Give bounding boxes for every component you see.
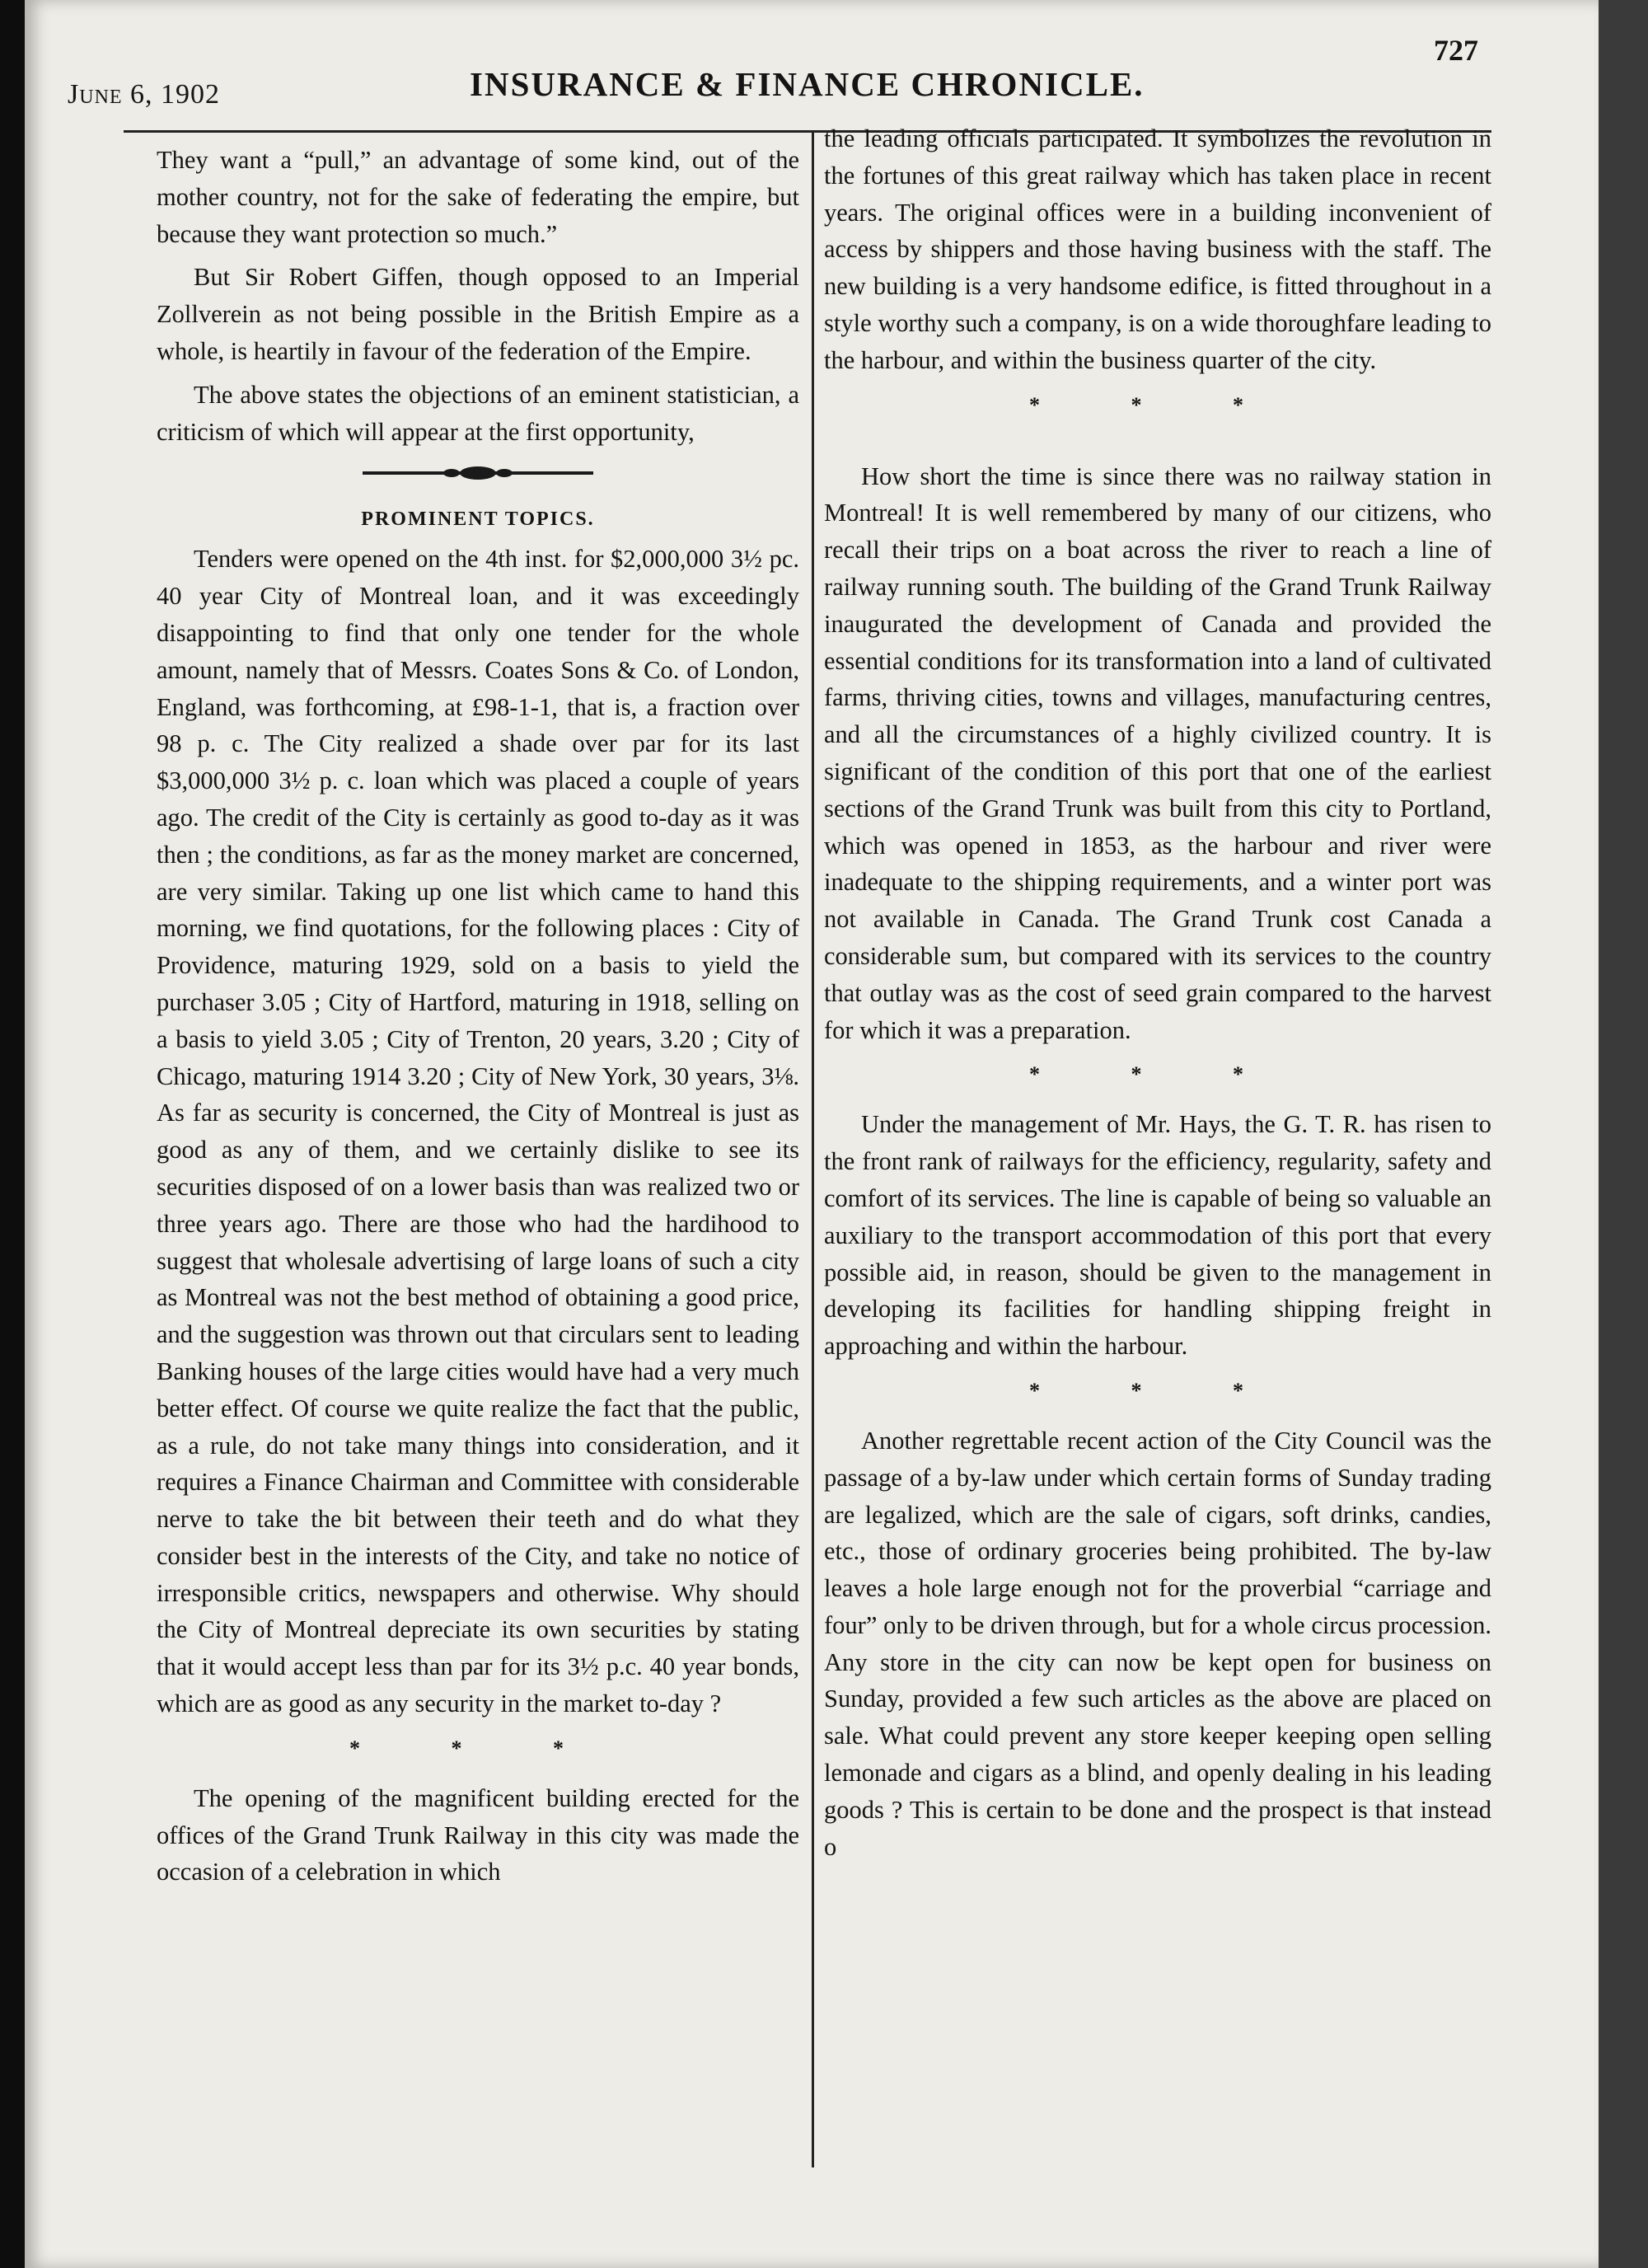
- paragraph: The opening of the magnificent building erected for the offices of the Grand Trunk Railway in this city was made the occasion of a celebration in which: [157, 1783, 799, 1886]
- paragraph: the leading officials participated. It symbolizes the revolution in the fortunes of this great railway which has taken place in recent years. The original offices were in a building inconvenient of access by shippers and those having business with the staff. The new building is a very handsome edifice, is fitted throughout in a style worthy such a company, is on a wide thoroughfare leading to the harbour, and within the business quarter of the city.: [824, 124, 1491, 374]
- section-heading: PROMINENT TOPICS.: [361, 508, 595, 531]
- paragraph: Another regrettable recent action of the City Council was the passage of a by-law under which certain forms of Sunday trading are legalized, which are the sale of cigars, soft drinks, candies, etc., those of ordinary groceries being prohibited. The by-law leaves a hole large enough not for the proverbial “carriage and four” only to be driven through, but for a whole circus procession. Any store in the city can now be kept open for business on Sunday, provided a few such articles as the above are placed on sale. What could prevent any store keeper keeping open selling lemonade and cigars as a blind, and openly dealing in his leading goods ? This is certain to be done and the prospect is that instead o: [824, 1426, 1491, 1861]
- right-column: [824, 120, 1491, 1872]
- paragraph: Under the management of Mr. Hays, the G. T. R. has risen to the front rank of railways for the efficiency, regularity, safety and comfort of its services. The line is capable of being so valuable an auxiliary to the transport accommodation of this port that every possible aid, in reason, should be given to the management in developing its facilities for handling shipping freight in approaching and within the harbour.: [824, 1110, 1491, 1361]
- column-divider: [812, 132, 814, 2167]
- page-edge-shadow: [1599, 0, 1648, 2268]
- paragraph: Tenders were opened on the 4th inst. for $2,000,000 3½ pc. 40 year City of Montreal loan, and it was exceedingly disappointing to find that only one tender for the whole amount, namely that of Messrs. Coates Sons & Co. of London, England, was forthcoming, at £98-1-1, that is, a fraction over 98 p. c. The City realized a shade over par for its last $3,000,000 3½ p. c. loan which was placed a couple of years ago. The credit of the City is certainly as good to-day as it was then ; the conditions, as far as the money market are concerned, are very similar. Taking up one list which came to hand this morning, we find quotations, for the following places : City of Providence, maturing 1929, sold on a basis to yield the purchaser 3.05 ; City of Hartford, maturing in 1918, selling on a basis to yield 3.05 ; City of Trenton, 20 years, 3.20 ; City of Chicago, maturing 1914 3.20 ; City of New York, 30 years, 3⅛. As far as security is concerned, the City of Montreal is just as good as any of them, and we certainly dislike to see its securities disposed of on a lower basis than was realized two or three years ago. There are those who had the hardihood to suggest that wholesale advertising of large loans of such a city as Montreal was not the best method of obtaining a good price, and the suggestion was thrown out that circulars sent to leading Banking houses of the large cities would have had a very much better effect. Of course we quite realize the fact that the public, as a rule, do not take many things into consideration, and it requires a Finance Chairman and Committee with considerable nerve to take the bit between their teeth and do what they consider best in the interests of the City, and take no notice of irresponsible critics, newspapers and otherwise. Why should the City of Montreal depreciate its own securities by stating that it would accept less than par for its 3½ p.c. 40 year bonds, which are as good as any security in the market to-day ?: [157, 545, 799, 1718]
- page-number: 727: [1434, 34, 1478, 67]
- paragraph: The above states the objections of an eminent statistician, a criticism of which will appear at the first opportunity,: [157, 380, 799, 446]
- section-break: * * *: [1029, 1378, 1286, 1403]
- issue-date: June 6, 1902: [68, 79, 221, 110]
- paragraph: They want a “pull,” an advantage of some kind, out of the mother country, not for the sake of federating the empire, but because they want protection so much.”: [157, 146, 799, 248]
- publication-title: INSURANCE & FINANCE CHRONICLE.: [470, 65, 1145, 103]
- section-break: * * *: [1029, 392, 1286, 417]
- left-column: [157, 142, 799, 1897]
- book-binding: [0, 0, 25, 2268]
- section-break: * * *: [1029, 1062, 1286, 1087]
- paragraph: But Sir Robert Giffen, though opposed to an Imperial Zollverein as not being possible in the British Empire as a whole, is heartily in favour of the federation of the Empire.: [157, 263, 799, 365]
- ornament-divider-icon: [157, 457, 799, 503]
- section-break: * * *: [349, 1736, 606, 1760]
- paragraph: How short the time is since there was no railway station in Montreal! It is well remembered by many of our citizens, who recall their trips on a boat across the river to reach a line of railway running south. The building of the Grand Trunk Railway inaugurated the development of Canada and provided the essential conditions for its transformation into a land of cultivated farms, thriving cities, towns and villages, manufacturing centres, and all the circumstances of a highly civilized country. It is significant of the condition of this port that one of the earliest sections of the Grand Trunk was built from this city to Portland, which was opened in 1853, as the harbour and river were inadequate to the shipping requirements, and a winter port was not available in Canada. The Grand Trunk cost Canada a considerable sum, but compared with its services to the country that outlay was as the cost of seed grain compared to the harvest for which it was a preparation.: [824, 462, 1491, 1044]
